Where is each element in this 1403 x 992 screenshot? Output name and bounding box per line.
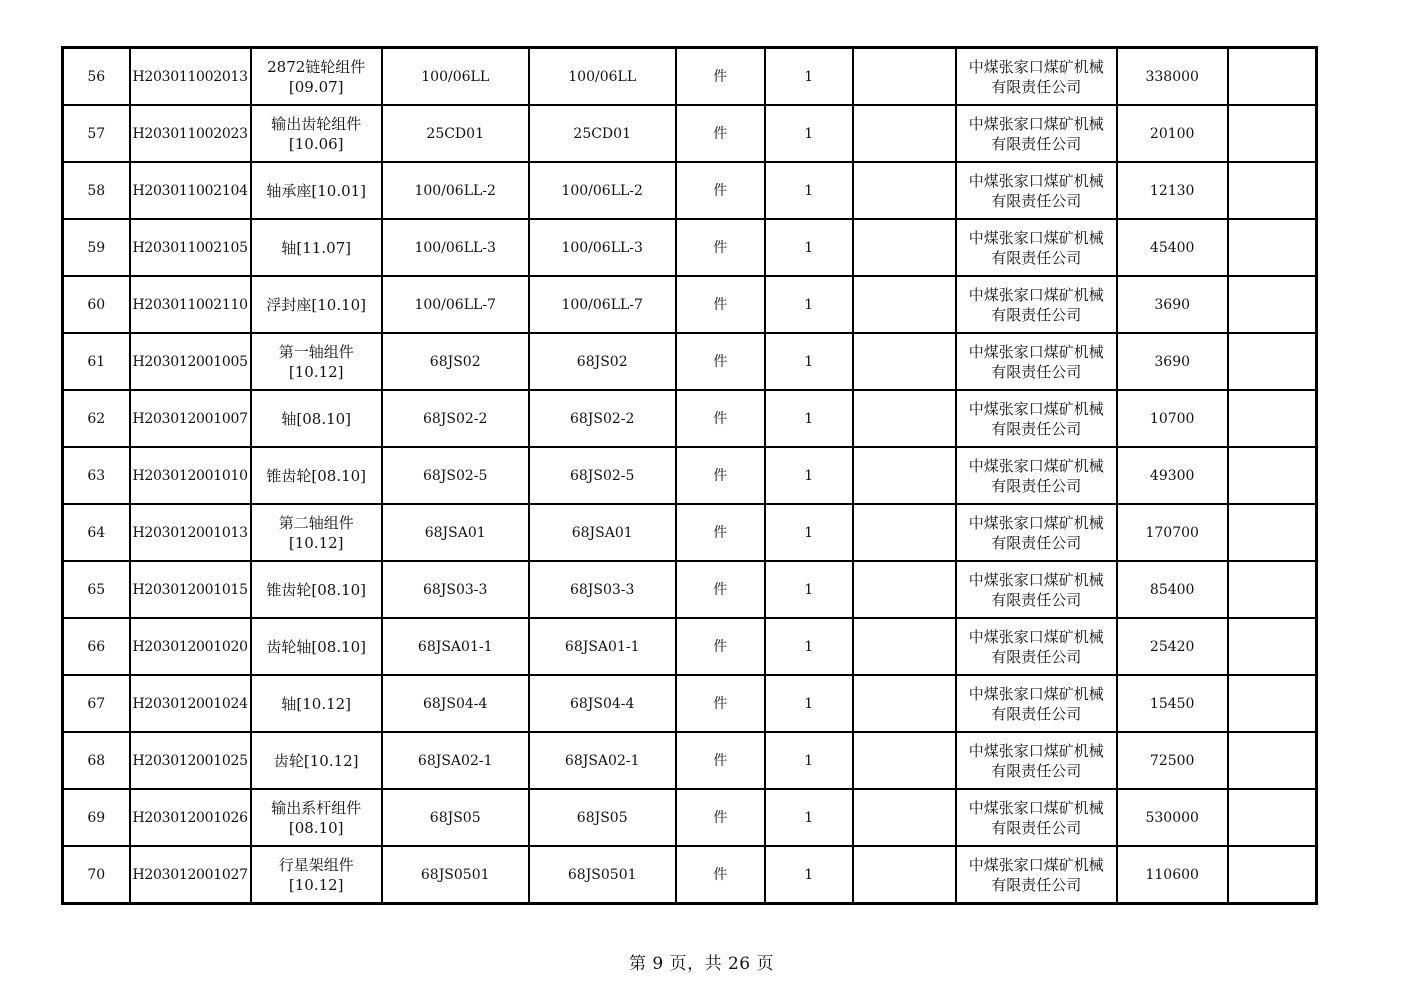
price-cell: 338000	[1117, 48, 1228, 106]
page-footer: 第 9 页，共 26 页	[628, 954, 775, 974]
vendor-cell: 中煤张家口煤矿机械 有限责任公司	[956, 390, 1117, 447]
part-name-cell: 轴[08.10]	[251, 390, 382, 447]
empty-cell	[853, 162, 956, 219]
material-code-cell: H203012001026	[130, 789, 251, 846]
row-number-cell: 66	[63, 618, 130, 675]
spec-cell: 68JS05	[382, 789, 529, 846]
empty-cell	[853, 447, 956, 504]
model-cell: 25CD01	[529, 105, 676, 162]
model-cell: 68JS02-2	[529, 390, 676, 447]
part-name-cell: 锥齿轮[08.10]	[251, 561, 382, 618]
vendor-cell: 中煤张家口煤矿机械 有限责任公司	[956, 618, 1117, 675]
quantity-cell: 1	[765, 846, 853, 904]
row-number-cell: 70	[63, 846, 130, 904]
price-cell: 72500	[1117, 732, 1228, 789]
spec-cell: 68JS04-4	[382, 675, 529, 732]
vendor-cell: 中煤张家口煤矿机械 有限责任公司	[956, 675, 1117, 732]
note-cell	[1228, 732, 1317, 789]
model-cell: 68JS04-4	[529, 675, 676, 732]
model-cell: 68JSA01	[529, 504, 676, 561]
spec-cell: 68JSA02-1	[382, 732, 529, 789]
empty-cell	[853, 846, 956, 904]
material-code-cell: H203012001027	[130, 846, 251, 904]
table-row	[63, 732, 1317, 789]
row-number-cell: 65	[63, 561, 130, 618]
price-cell: 20100	[1117, 105, 1228, 162]
spec-cell: 68JSA01	[382, 504, 529, 561]
spec-cell: 68JSA01-1	[382, 618, 529, 675]
part-name-cell: 轴[11.07]	[251, 219, 382, 276]
material-code-cell: H203012001005	[130, 333, 251, 390]
spec-cell: 68JS02-2	[382, 390, 529, 447]
quantity-cell: 1	[765, 447, 853, 504]
note-cell	[1228, 561, 1317, 618]
vendor-cell: 中煤张家口煤矿机械 有限责任公司	[956, 276, 1117, 333]
model-cell: 68JS02-5	[529, 447, 676, 504]
part-name-cell: 输出齿轮组件 [10.06]	[251, 105, 382, 162]
vendor-cell: 中煤张家口煤矿机械 有限责任公司	[956, 561, 1117, 618]
table-row	[63, 219, 1317, 276]
table-row	[63, 789, 1317, 846]
unit-cell: 件	[676, 276, 765, 333]
note-cell	[1228, 48, 1317, 106]
material-code-cell: H203012001013	[130, 504, 251, 561]
unit-cell: 件	[676, 219, 765, 276]
table-row	[63, 618, 1317, 675]
vendor-cell: 中煤张家口煤矿机械 有限责任公司	[956, 846, 1117, 904]
note-cell	[1228, 276, 1317, 333]
quantity-cell: 1	[765, 789, 853, 846]
row-number-cell: 63	[63, 447, 130, 504]
quantity-cell: 1	[765, 732, 853, 789]
unit-cell: 件	[676, 162, 765, 219]
model-cell: 100/06LL-3	[529, 219, 676, 276]
price-cell: 85400	[1117, 561, 1228, 618]
row-number-cell: 61	[63, 333, 130, 390]
spec-cell: 68JS0501	[382, 846, 529, 904]
quantity-cell: 1	[765, 390, 853, 447]
table-body	[63, 48, 1317, 904]
unit-cell: 件	[676, 561, 765, 618]
model-cell: 68JS03-3	[529, 561, 676, 618]
part-name-cell: 第一轴组件 [10.12]	[251, 333, 382, 390]
empty-cell	[853, 618, 956, 675]
unit-cell: 件	[676, 48, 765, 106]
model-cell: 100/06LL-2	[529, 162, 676, 219]
part-name-cell: 轴[10.12]	[251, 675, 382, 732]
quantity-cell: 1	[765, 333, 853, 390]
part-name-cell: 轴承座[10.01]	[251, 162, 382, 219]
spec-cell: 68JS02	[382, 333, 529, 390]
model-cell: 68JS0501	[529, 846, 676, 904]
material-code-cell: H203012001025	[130, 732, 251, 789]
price-cell: 15450	[1117, 675, 1228, 732]
unit-cell: 件	[676, 333, 765, 390]
empty-cell	[853, 333, 956, 390]
row-number-cell: 59	[63, 219, 130, 276]
parts-table	[61, 46, 1318, 905]
unit-cell: 件	[676, 105, 765, 162]
empty-cell	[853, 789, 956, 846]
empty-cell	[853, 561, 956, 618]
price-cell: 49300	[1117, 447, 1228, 504]
table-row	[63, 561, 1317, 618]
price-cell: 110600	[1117, 846, 1228, 904]
row-number-cell: 67	[63, 675, 130, 732]
quantity-cell: 1	[765, 48, 853, 106]
price-cell: 25420	[1117, 618, 1228, 675]
material-code-cell: H203012001007	[130, 390, 251, 447]
note-cell	[1228, 162, 1317, 219]
vendor-cell: 中煤张家口煤矿机械 有限责任公司	[956, 789, 1117, 846]
spec-cell: 25CD01	[382, 105, 529, 162]
unit-cell: 件	[676, 846, 765, 904]
quantity-cell: 1	[765, 504, 853, 561]
vendor-cell: 中煤张家口煤矿机械 有限责任公司	[956, 162, 1117, 219]
empty-cell	[853, 504, 956, 561]
empty-cell	[853, 48, 956, 106]
empty-cell	[853, 675, 956, 732]
quantity-cell: 1	[765, 162, 853, 219]
empty-cell	[853, 732, 956, 789]
empty-cell	[853, 276, 956, 333]
price-cell: 12130	[1117, 162, 1228, 219]
material-code-cell: H203011002023	[130, 105, 251, 162]
spec-cell: 100/06LL	[382, 48, 529, 106]
unit-cell: 件	[676, 732, 765, 789]
empty-cell	[853, 105, 956, 162]
note-cell	[1228, 789, 1317, 846]
model-cell: 100/06LL	[529, 48, 676, 106]
row-number-cell: 58	[63, 162, 130, 219]
note-cell	[1228, 618, 1317, 675]
spec-cell: 100/06LL-2	[382, 162, 529, 219]
table-row	[63, 48, 1317, 106]
price-cell: 45400	[1117, 219, 1228, 276]
note-cell	[1228, 105, 1317, 162]
part-name-cell: 锥齿轮[08.10]	[251, 447, 382, 504]
model-cell: 100/06LL-7	[529, 276, 676, 333]
material-code-cell: H203012001010	[130, 447, 251, 504]
material-code-cell: H203011002110	[130, 276, 251, 333]
spec-cell: 100/06LL-7	[382, 276, 529, 333]
price-cell: 170700	[1117, 504, 1228, 561]
vendor-cell: 中煤张家口煤矿机械 有限责任公司	[956, 504, 1117, 561]
material-code-cell: H203012001015	[130, 561, 251, 618]
price-cell: 530000	[1117, 789, 1228, 846]
table-row	[63, 276, 1317, 333]
table-row	[63, 390, 1317, 447]
table-row	[63, 675, 1317, 732]
vendor-cell: 中煤张家口煤矿机械 有限责任公司	[956, 219, 1117, 276]
vendor-cell: 中煤张家口煤矿机械 有限责任公司	[956, 105, 1117, 162]
table-row	[63, 447, 1317, 504]
price-cell: 3690	[1117, 333, 1228, 390]
part-name-cell: 浮封座[10.10]	[251, 276, 382, 333]
unit-cell: 件	[676, 390, 765, 447]
note-cell	[1228, 846, 1317, 904]
table-row	[63, 333, 1317, 390]
quantity-cell: 1	[765, 618, 853, 675]
quantity-cell: 1	[765, 105, 853, 162]
empty-cell	[853, 390, 956, 447]
material-code-cell: H203012001024	[130, 675, 251, 732]
row-number-cell: 64	[63, 504, 130, 561]
material-code-cell: H203011002105	[130, 219, 251, 276]
unit-cell: 件	[676, 618, 765, 675]
vendor-cell: 中煤张家口煤矿机械 有限责任公司	[956, 333, 1117, 390]
model-cell: 68JS02	[529, 333, 676, 390]
vendor-cell: 中煤张家口煤矿机械 有限责任公司	[956, 732, 1117, 789]
note-cell	[1228, 675, 1317, 732]
unit-cell: 件	[676, 789, 765, 846]
part-name-cell: 2872链轮组件 [09.07]	[251, 48, 382, 106]
quantity-cell: 1	[765, 219, 853, 276]
table-row	[63, 105, 1317, 162]
row-number-cell: 69	[63, 789, 130, 846]
model-cell: 68JS05	[529, 789, 676, 846]
part-name-cell: 齿轮轴[08.10]	[251, 618, 382, 675]
row-number-cell: 60	[63, 276, 130, 333]
table-row	[63, 846, 1317, 904]
material-code-cell: H203012001020	[130, 618, 251, 675]
row-number-cell: 57	[63, 105, 130, 162]
part-name-cell: 齿轮[10.12]	[251, 732, 382, 789]
quantity-cell: 1	[765, 561, 853, 618]
part-name-cell: 输出系杆组件 [08.10]	[251, 789, 382, 846]
note-cell	[1228, 504, 1317, 561]
row-number-cell: 62	[63, 390, 130, 447]
part-name-cell: 第二轴组件 [10.12]	[251, 504, 382, 561]
unit-cell: 件	[676, 504, 765, 561]
spec-cell: 100/06LL-3	[382, 219, 529, 276]
spec-cell: 68JS02-5	[382, 447, 529, 504]
part-name-cell: 行星架组件 [10.12]	[251, 846, 382, 904]
vendor-cell: 中煤张家口煤矿机械 有限责任公司	[956, 48, 1117, 106]
unit-cell: 件	[676, 447, 765, 504]
model-cell: 68JSA02-1	[529, 732, 676, 789]
table-row	[63, 162, 1317, 219]
quantity-cell: 1	[765, 675, 853, 732]
note-cell	[1228, 390, 1317, 447]
material-code-cell: H203011002013	[130, 48, 251, 106]
empty-cell	[853, 219, 956, 276]
material-code-cell: H203011002104	[130, 162, 251, 219]
model-cell: 68JSA01-1	[529, 618, 676, 675]
note-cell	[1228, 219, 1317, 276]
quantity-cell: 1	[765, 276, 853, 333]
price-cell: 10700	[1117, 390, 1228, 447]
table-row	[63, 504, 1317, 561]
vendor-cell: 中煤张家口煤矿机械 有限责任公司	[956, 447, 1117, 504]
row-number-cell: 68	[63, 732, 130, 789]
note-cell	[1228, 333, 1317, 390]
unit-cell: 件	[676, 675, 765, 732]
spec-cell: 68JS03-3	[382, 561, 529, 618]
price-cell: 3690	[1117, 276, 1228, 333]
row-number-cell: 56	[63, 48, 130, 106]
note-cell	[1228, 447, 1317, 504]
